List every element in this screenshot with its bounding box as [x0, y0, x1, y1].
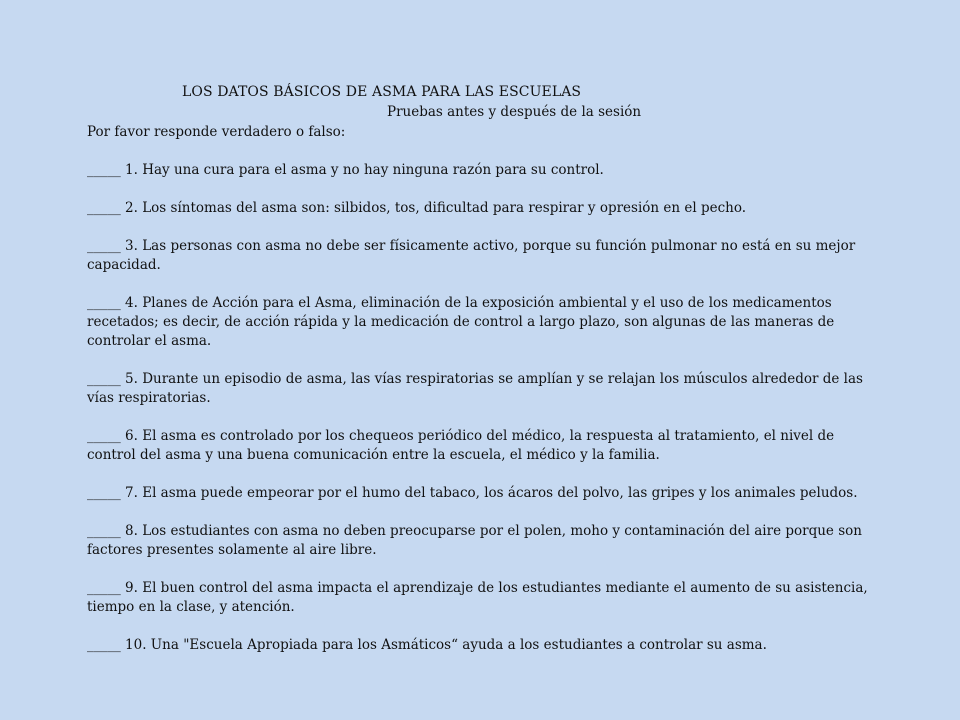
question-text: 9. El buen control del asma impacta el aprendizaje de los estudiantes mediante el aumento de su asistencia, tiempo en la clase, y atención.: [87, 580, 868, 615]
question-item-2: [87, 199, 887, 218]
answer-blank: _____: [87, 485, 121, 501]
question-item-7: [87, 484, 887, 503]
answer-blank: _____: [87, 523, 121, 539]
instructions-text: Por favor responde verdadero o falso:: [87, 124, 346, 140]
question-item-10: [87, 636, 887, 655]
answer-blank: _____: [87, 295, 121, 311]
answer-blank: _____: [87, 162, 121, 178]
answer-blank: _____: [87, 200, 121, 216]
question-text: 7. El asma puede empeorar por el humo del tabaco, los ácaros del polvo, las gripes y los animales peludos.: [120, 485, 858, 501]
answer-blank: _____: [87, 238, 121, 254]
answer-blank: _____: [87, 428, 121, 444]
answer-blank: _____: [87, 371, 121, 387]
question-text: 10. Una "Escuela Apropiada para los Asmáticos“ ayuda a los estudiantes a controlar su asma.: [120, 637, 767, 653]
question-item-5: [87, 370, 887, 408]
page-title: LOS DATOS BÁSICOS DE ASMA PARA LAS ESCUELAS: [182, 84, 582, 100]
question-text: 1. Hay una cura para el asma y no hay ninguna razón para su control.: [120, 162, 604, 178]
question-text: 5. Durante un episodio de asma, las vías respiratorias se amplían y se relajan los músculos alrededor de las vías respiratorias.: [87, 371, 863, 406]
question-text: 8. Los estudiantes con asma no deben preocuparse por el polen, moho y contaminación del aire porque son factores presentes solamente al aire libre.: [87, 523, 862, 558]
question-text: 2. Los síntomas del asma son: silbidos, tos, dificultad para respirar y opresión en el pecho.: [120, 200, 747, 216]
question-item-6: [87, 427, 887, 465]
question-item-3: [87, 237, 887, 275]
question-text: 4. Planes de Acción para el Asma, eliminación de la exposición ambiental y el uso de los medicamentos recetados; es decir, de acción rápida y la medicación de control a largo plazo, son algunas de las maneras de controlar el asma.: [87, 295, 835, 349]
question-item-9: [87, 579, 887, 617]
page-subtitle: Pruebas antes y después de la sesión: [387, 104, 642, 120]
question-item-1: [87, 161, 887, 180]
question-text: 3. Las personas con asma no debe ser físicamente activo, porque su función pulmonar no está en su mejor capacidad.: [87, 238, 856, 273]
answer-blank: _____: [87, 637, 121, 653]
question-item-8: [87, 522, 887, 560]
answer-blank: _____: [87, 580, 121, 596]
question-list: [87, 161, 887, 674]
question-item-4: [87, 294, 887, 351]
question-text: 6. El asma es controlado por los chequeos periódico del médico, la respuesta al tratamiento, el nivel de control del asma y una buena comunicación entre la escuela, el médico y la familia.: [87, 428, 835, 463]
